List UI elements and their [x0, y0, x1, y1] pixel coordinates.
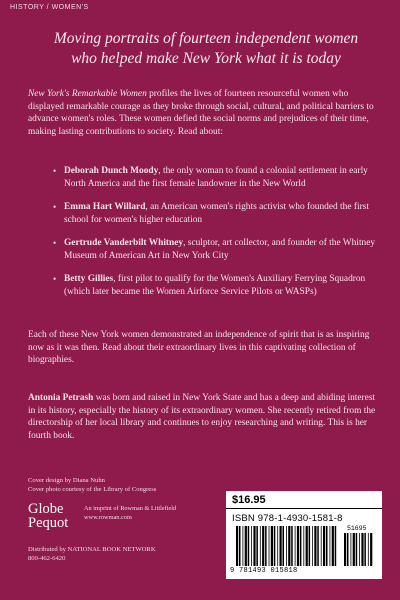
list-item	[53, 201, 386, 226]
barcode-graphic	[226, 491, 382, 579]
price: $16.95	[232, 494, 266, 506]
barcode-digits: 9 781493 015818	[230, 567, 298, 575]
list-item	[53, 165, 386, 190]
tagline	[28, 29, 384, 69]
tagline-line-2: who helped make New York what it is today	[71, 50, 341, 67]
woman-description: , the only woman to found a colonial settlement in early North America and the first female landowner in the New World	[64, 166, 368, 189]
distributor-phone: 800-462-6420	[28, 555, 66, 562]
list-item	[53, 273, 386, 298]
distributor: Distributed by NATIONAL BOOK NETWORK	[28, 546, 156, 553]
imprint-text: An imprint of Rowman & Littlefield	[84, 505, 177, 512]
woman-description: , first pilot to qualify for the Women's Auxiliary Ferrying Squadron (which later became the Women Airforce Service Pilots or WASPs)	[64, 274, 366, 297]
cover-design-credit: Cover design by Diana Nuhn	[28, 477, 105, 484]
summary-paragraph: Each of these New York women demonstrated an independence of spirit that is as inspiring now as it was then. Read about their extraordinary lives in this captivating collection of biographies.	[28, 330, 370, 365]
intro-paragraph	[28, 88, 380, 138]
author-bio-text: was born and raised in New York State and has a deep and abiding interest in its history, especially the history of its extraordinary women. She recently retired from the directorship of her local library and continues to enjoy researching and writing. This is her fourth book.	[28, 393, 376, 441]
woman-description: , an American women's rights activist who founded the first school for women's higher education	[64, 202, 369, 225]
barcode-box	[226, 491, 382, 579]
distribution-info	[28, 545, 156, 563]
bullet-icon: •	[53, 166, 57, 176]
author-bio	[28, 392, 380, 442]
cover-photo-credit: Cover photo courtesy of the Library of Congress	[28, 486, 157, 493]
bullet-icon: •	[53, 238, 57, 248]
publisher-website: www.rowman.com	[84, 514, 132, 521]
author-name: Antonia Petrash	[28, 393, 94, 403]
logo-line-2: Pequot	[28, 515, 69, 531]
woman-name: Emma Hart Willard	[64, 202, 146, 212]
women-list	[53, 165, 386, 309]
tagline-line-1: Moving portraits of fourteen independent women	[53, 30, 359, 47]
bullet-icon: •	[53, 202, 57, 212]
intro-text: profiles the lives of fourteen resourceful women who displayed remarkable courage as they broke through social, cultural, and political barriers to advance women's roles. These women defied the social norms and prejudices of their time, making lasting contributions to society. Read about:	[28, 89, 374, 137]
isbn: ISBN 978-1-4930-1581-8	[232, 513, 343, 524]
barcode-supplement-digits: 51695	[347, 525, 367, 532]
woman-name: Betty Gillies	[64, 274, 114, 284]
category-label: HISTORY / WOMEN'S	[10, 4, 89, 11]
publisher-imprint	[84, 504, 176, 522]
cover-credits	[28, 476, 156, 494]
woman-name: Deborah Dunch Moody	[64, 166, 159, 176]
publisher-logo	[28, 502, 68, 530]
book-title: New York's Remarkable Women	[28, 89, 147, 99]
logo-line-1: Globe	[28, 501, 64, 517]
list-item	[53, 237, 386, 262]
bullet-icon: •	[53, 274, 57, 284]
woman-name: Gertrude Vanderbilt Whitney	[64, 238, 184, 248]
woman-description: , sculptor, art collector, and founder of the Whitney Museum of American Art in New York City	[64, 238, 376, 261]
